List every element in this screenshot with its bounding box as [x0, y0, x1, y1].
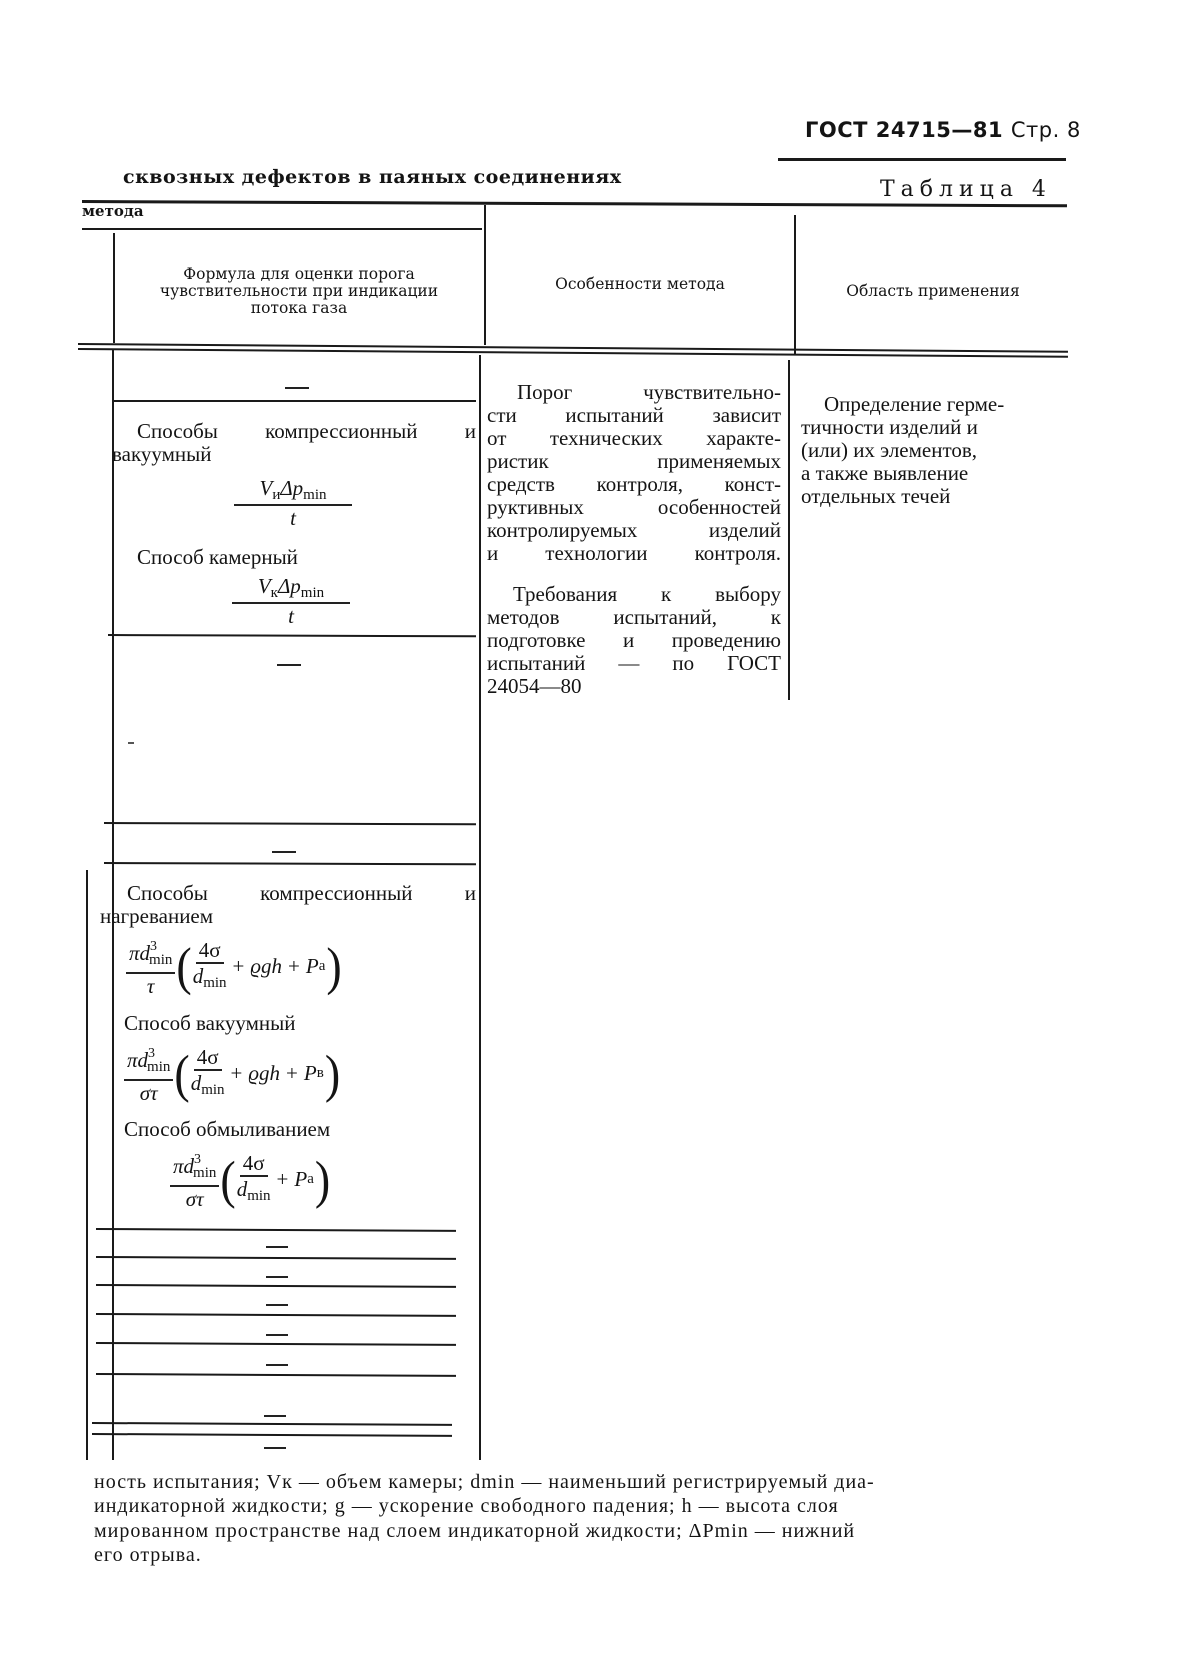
right-paren: ) [314, 1149, 331, 1209]
application-text [801, 393, 1067, 508]
text-line: (или) их элементов, [801, 438, 978, 462]
features-paragraph-2 [487, 583, 781, 698]
formula-compression-heating: $\frac{\pi d^3_{min}}{\tau}$ ( $\frac{4\sigma}{d_{min}}$ + ϱgh + P а ) [126, 935, 343, 998]
text-line: ристик применяемых [487, 449, 781, 473]
text-line: тичности изделий и [801, 415, 978, 439]
left-paren: ( [220, 1149, 236, 1209]
method-label: и [464, 881, 476, 905]
text-line: Требования к выбору [513, 582, 781, 606]
row-rule [96, 1256, 456, 1260]
row-rule [92, 1433, 452, 1437]
table-label: Таблица 4 [880, 177, 1052, 202]
method-label-cont: вакуумный [112, 442, 212, 466]
method-label: Способы [127, 881, 208, 905]
header-rule [778, 158, 1066, 161]
text-line: подготовке и проведению [487, 628, 781, 652]
text-line: методов испытаний, к [487, 605, 781, 629]
empty-dash [285, 387, 309, 389]
empty-dash [266, 1304, 288, 1306]
footnote-line: мированном пространстве над слоем индикаторной жидкости; ΔPmin — нижний [94, 1520, 856, 1542]
empty-dash [264, 1447, 286, 1449]
text-line: а также выявление [801, 461, 969, 485]
empty-dash [266, 1276, 288, 1278]
formula-fraction: $\frac{\pi d^3_{min}}{\tau}$ [126, 935, 175, 998]
column-divider [788, 360, 790, 700]
column-divider [484, 205, 486, 345]
row-rule [96, 1373, 456, 1377]
subheader-rule [82, 228, 482, 230]
text-line: отдельных течей [801, 484, 951, 508]
row-rule [114, 400, 476, 402]
formula-vacuum: $\frac{\pi d^3_{min}}{\sigma\tau}$ ( $\frac{4\sigma}{d_{min}}$ + ϱgh + P в ) [124, 1042, 341, 1105]
empty-dash [266, 1334, 288, 1336]
formula-soap: $\frac{\pi d^3_{min}}{\sigma\tau}$ ( $\frac{4\sigma}{d_{min}}$ + P а ) [170, 1148, 331, 1211]
method-label: компрессионный [265, 419, 418, 443]
text-line: сти испытаний зависит [487, 403, 781, 427]
text-line: Определение герме- [824, 392, 1005, 416]
row-rule [104, 822, 476, 825]
method-label: компрессионный [260, 881, 413, 905]
formula-fraction: $\frac{\pi d^3_{min}}{\sigma\tau}$ [124, 1042, 173, 1105]
header-line: потока газа [250, 299, 348, 317]
text-line: контролируемых изделий [487, 518, 781, 542]
method-label-soap: Способ обмыливанием [124, 1117, 331, 1141]
column-header-application: Область применения [846, 282, 1020, 300]
formula-fraction: $\frac{4\sigma}{d_{min}}$ [236, 1151, 271, 1204]
row-rule [104, 862, 476, 865]
features-paragraph-1 [487, 381, 781, 565]
empty-dash [272, 851, 296, 853]
empty-dash [266, 1246, 288, 1248]
row-rule [96, 1284, 456, 1288]
formula-numerator: $V_и\Delta p_{min}$ [234, 476, 352, 506]
formula-denominator: t [290, 506, 296, 530]
empty-dash [277, 664, 301, 666]
formula-fraction: $\frac{4\sigma}{d_{min}}$ [192, 938, 227, 991]
table-left-border [86, 870, 88, 1460]
footnote-line: индикаторной жидкости; g — ускорение свободного падения; h — высота слоя [94, 1495, 839, 1517]
left-paren: ( [176, 936, 192, 996]
formula-denominator: t [288, 604, 294, 628]
text-line: испытаний — по ГОСТ [487, 651, 781, 675]
left-paren: ( [174, 1043, 190, 1103]
empty-dash [266, 1364, 288, 1366]
right-paren: ) [324, 1043, 341, 1103]
row-rule [92, 1422, 452, 1426]
footnote-line: ность испытания; Vк — объем камеры; dmin — наименьший регистрируемый диа- [94, 1471, 875, 1493]
row-rule [96, 1342, 456, 1346]
column-header-formula [118, 266, 480, 317]
method-label-chamber: Способ камерный [137, 545, 298, 569]
text-line: 24054—80 [487, 674, 582, 698]
column-divider [113, 233, 115, 343]
column-divider [479, 355, 481, 1460]
method-label: и [464, 419, 476, 443]
method-label-vacuum: Способ вакуумный [124, 1011, 296, 1035]
column-divider [794, 215, 796, 355]
row-rule [108, 634, 476, 637]
formula-fraction: $\frac{\pi d^3_{min}}{\sigma\tau}$ [170, 1148, 219, 1211]
method-column-fragment: метода [82, 202, 144, 220]
formula-numerator: $V_к\Delta p_{min}$ [232, 574, 350, 604]
text-line: средств контроля, конст- [487, 472, 781, 496]
header-line: Формула для оценки порога [183, 265, 415, 283]
formula-vk-dp-t [232, 574, 350, 629]
right-paren: ) [326, 936, 342, 996]
column-header-features: Особенности метода [555, 275, 725, 293]
text-line: от технических характе- [487, 426, 781, 450]
row-rule [96, 1313, 456, 1317]
text-line: руктивных особенностей [487, 495, 781, 519]
table-title-fragment: сквозных дефектов в паяных соединениях [123, 166, 622, 188]
formula-cell-compression-vacuum [112, 420, 476, 466]
formula-fraction: $\frac{4\sigma}{d_{min}}$ [190, 1045, 225, 1098]
text-line: и технологии контроля. [487, 541, 781, 565]
footnote-line: его отрыва. [94, 1544, 202, 1566]
empty-dash [264, 1415, 286, 1417]
text-line: Порог чувствительно- [517, 380, 781, 404]
standard-header [805, 118, 1081, 142]
header-line: чувствительности при индикации [159, 282, 439, 300]
stray-mark [128, 742, 134, 744]
formula-vi-dp-t [234, 476, 352, 531]
standard-number: ГОСТ 24715—81 [805, 118, 1004, 142]
method-label: Способы [137, 419, 218, 443]
row-rule [96, 1228, 456, 1232]
page-number: Стр. 8 [1010, 118, 1081, 142]
formula-cell-compression-heating [100, 882, 476, 928]
method-label-cont: нагреванием [100, 904, 214, 928]
